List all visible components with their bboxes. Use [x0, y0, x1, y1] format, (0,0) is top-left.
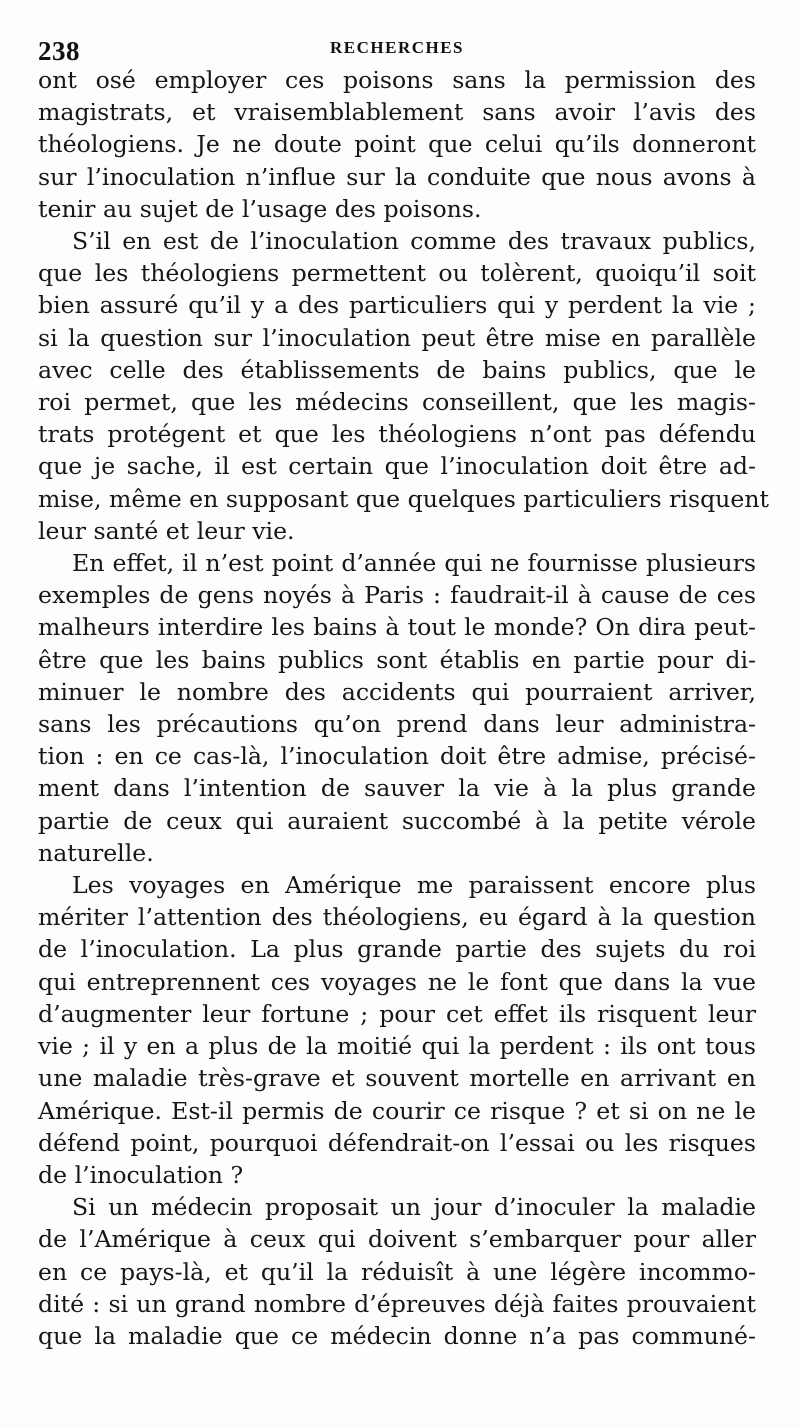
- text-line: de l’inoculation. La plus grande partie des sujets du roi: [38, 935, 756, 964]
- text-line: roi permet, que les médecins conseillent, que les magis-: [38, 388, 756, 417]
- text-line: en ce pays-là, et qu’il la réduisît à une légère incommo-: [38, 1257, 756, 1286]
- text-line: une maladie très-grave et souvent mortelle en arrivant en: [38, 1064, 756, 1093]
- paragraph: [38, 547, 756, 869]
- text-line: défend point, pourquoi défendrait-on l’essai ou les risques: [38, 1128, 756, 1157]
- text-line: mise, même en supposant que quelques particuliers risquent: [38, 484, 770, 513]
- text-line: tion : en ce cas-là, l’inoculation doit être admise, précisé-: [38, 742, 756, 771]
- page-header: [38, 0, 756, 64]
- text-line: que je sache, il est certain que l’inoculation doit être ad-: [38, 452, 756, 481]
- text-line: être que les bains publics sont établis en partie pour di-: [38, 645, 756, 674]
- text-line: En effet, il n’est point d’année qui ne fournisse plusieurs: [72, 549, 756, 578]
- running-title: RECHERCHES: [329, 38, 465, 57]
- text-line: si la question sur l’inoculation peut être mise en parallèle: [38, 323, 756, 352]
- text-line: avec celle des établissements de bains publics, que le: [38, 355, 756, 384]
- paragraph: [38, 1191, 756, 1352]
- paragraph: [38, 225, 770, 547]
- text-line: exemples de gens noyés à Paris : faudrait-il à cause de ces: [38, 581, 756, 610]
- paragraph: [38, 64, 756, 225]
- text-line: qui entreprennent ces voyages ne le font que dans la vue: [38, 967, 756, 996]
- text-line: dité : si un grand nombre d’épreuves déjà faites prouvaient: [38, 1289, 756, 1318]
- text-line: malheurs interdire les bains à tout le monde? On dira peut-: [38, 613, 756, 642]
- text-line: leur santé et leur vie.: [38, 516, 295, 545]
- text-line: partie de ceux qui auraient succombé à la petite vérole: [38, 806, 756, 835]
- body-text: [38, 64, 770, 1352]
- text-line: théologiens. Je ne doute point que celui qu’ils donneront: [38, 130, 756, 159]
- text-line: que les théologiens permettent ou tolèrent, quoiqu’il soit: [38, 259, 756, 288]
- text-line: ment dans l’intention de sauver la vie à la plus grande: [38, 774, 756, 803]
- text-line: sur l’inoculation n’influe sur la conduite que nous avons à: [38, 162, 756, 191]
- text-line: minuer le nombre des accidents qui pourraient arriver,: [38, 677, 756, 706]
- text-line: S’il en est de l’inoculation comme des travaux publics,: [72, 227, 756, 256]
- text-line: de l’Amérique à ceux qui doivent s’embarquer pour aller: [38, 1225, 756, 1254]
- text-line: ont osé employer ces poisons sans la permission des: [38, 66, 756, 94]
- text-line: Amérique. Est-il permis de courir ce risque ? et si on ne le: [38, 1096, 756, 1125]
- text-line: vie ; il y en a plus de la moitié qui la perdent : ils ont tous: [38, 1032, 756, 1061]
- text-line: tenir au sujet de l’usage des poisons.: [38, 194, 482, 223]
- text-line: que la maladie que ce médecin donne n’a pas communé-: [38, 1321, 756, 1350]
- paragraph: [38, 869, 756, 1191]
- text-line: de l’inoculation ?: [38, 1160, 244, 1189]
- text-line: mériter l’attention des théologiens, eu égard à la question: [38, 903, 756, 932]
- text-line: Les voyages en Amérique me paraissent encore plus: [72, 871, 756, 900]
- text-line: bien assuré qu’il y a des particuliers qui y perdent la vie ;: [38, 291, 756, 320]
- text-line: trats protégent et que les théologiens n’ont pas défendu: [38, 420, 756, 449]
- text-line: magistrats, et vraisemblablement sans avoir l’avis des: [38, 98, 756, 127]
- text-line: Si un médecin proposait un jour d’inoculer la maladie: [72, 1193, 756, 1222]
- text-line: sans les précautions qu’on prend dans leur administra-: [38, 710, 756, 739]
- text-line: naturelle.: [38, 838, 154, 867]
- text-line: d’augmenter leur fortune ; pour cet effet ils risquent leur: [38, 999, 756, 1028]
- page-number: 238: [38, 36, 80, 66]
